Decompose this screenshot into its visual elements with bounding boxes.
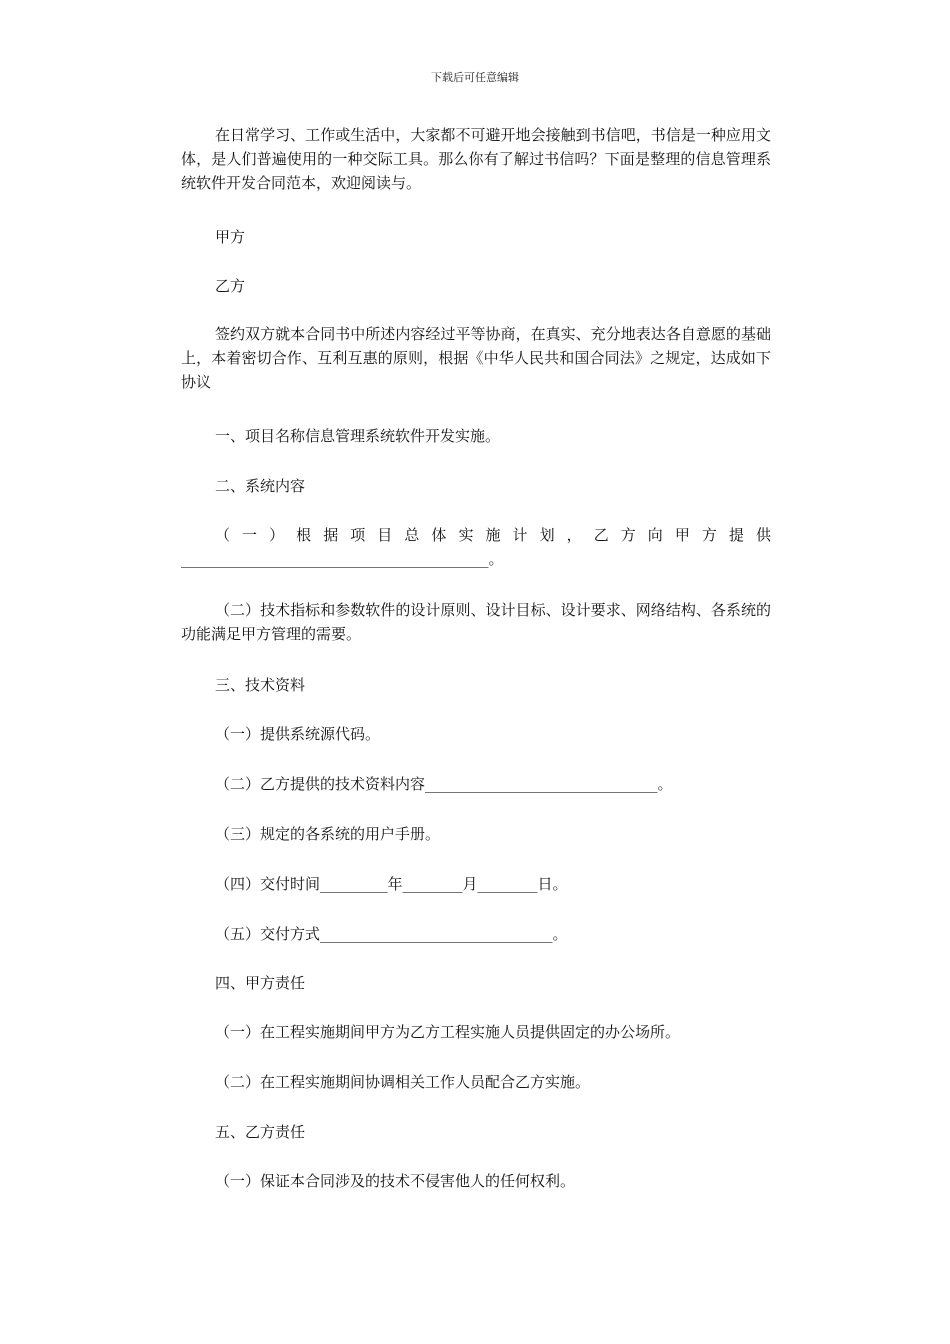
section-2-heading: 二、系统内容 — [215, 477, 306, 495]
section-1-heading: 一、项目名称信息管理系统软件开发实施。 — [215, 427, 501, 445]
section-3-item-1: （一）提供系统源代码。 — [215, 725, 381, 743]
intro-paragraph: 在日常学习、工作或生活中，大家都不可避开地会接触到书信吧，书信是一种应用文体，是人们普遍使用的一种交际工具。那么你有了解过书信吗？下面是整理的信息管理系统软件开发合同范本，欢迎阅读与。 — [181, 126, 771, 192]
section-3-heading: 三、技术资料 — [215, 676, 306, 694]
section-5-item-1: （一）保证本合同涉及的技术不侵害他人的任何权利。 — [215, 1172, 576, 1190]
section-3-item-2: （二）乙方提供的技术资料内容_______________________________。 — [215, 775, 673, 793]
party-a-label: 甲方 — [215, 228, 246, 246]
section-4-heading: 四、甲方责任 — [215, 974, 306, 992]
section-5-heading: 五、乙方责任 — [215, 1123, 306, 1141]
section-4-item-1: （一）在工程实施期间甲方为乙方工程实施人员提供固定的办公场所。 — [215, 1023, 681, 1041]
section-2-item-2: （二）技术指标和参数软件的设计原则、设计目标、设计要求、网络结构、各系统的功能满足甲方管理的需要。 — [181, 601, 771, 643]
header-note: 下载后可任意编辑 — [431, 71, 519, 84]
party-b-label: 乙方 — [215, 277, 246, 295]
section-3-item-4: （四）交付时间_________年________月________日。 — [215, 875, 568, 893]
section-3-item-3: （三）规定的各系统的用户手册。 — [215, 825, 441, 843]
section-2-item-1: （一）根据项目总体实施计划，乙方向甲方提供_________________________________________。 — [181, 526, 771, 568]
section-4-item-2: （二）在工程实施期间协调相关工作人员配合乙方实施。 — [215, 1073, 591, 1091]
section-3-item-5: （五）交付方式_______________________________。 — [215, 925, 568, 943]
preamble-paragraph: 签约双方就本合同书中所述内容经过平等协商，在真实、充分地表达各自意愿的基础上，本着密切合作、互利互惠的原则，根据《中华人民共和国合同法》之规定，达成如下协议 — [181, 325, 771, 391]
